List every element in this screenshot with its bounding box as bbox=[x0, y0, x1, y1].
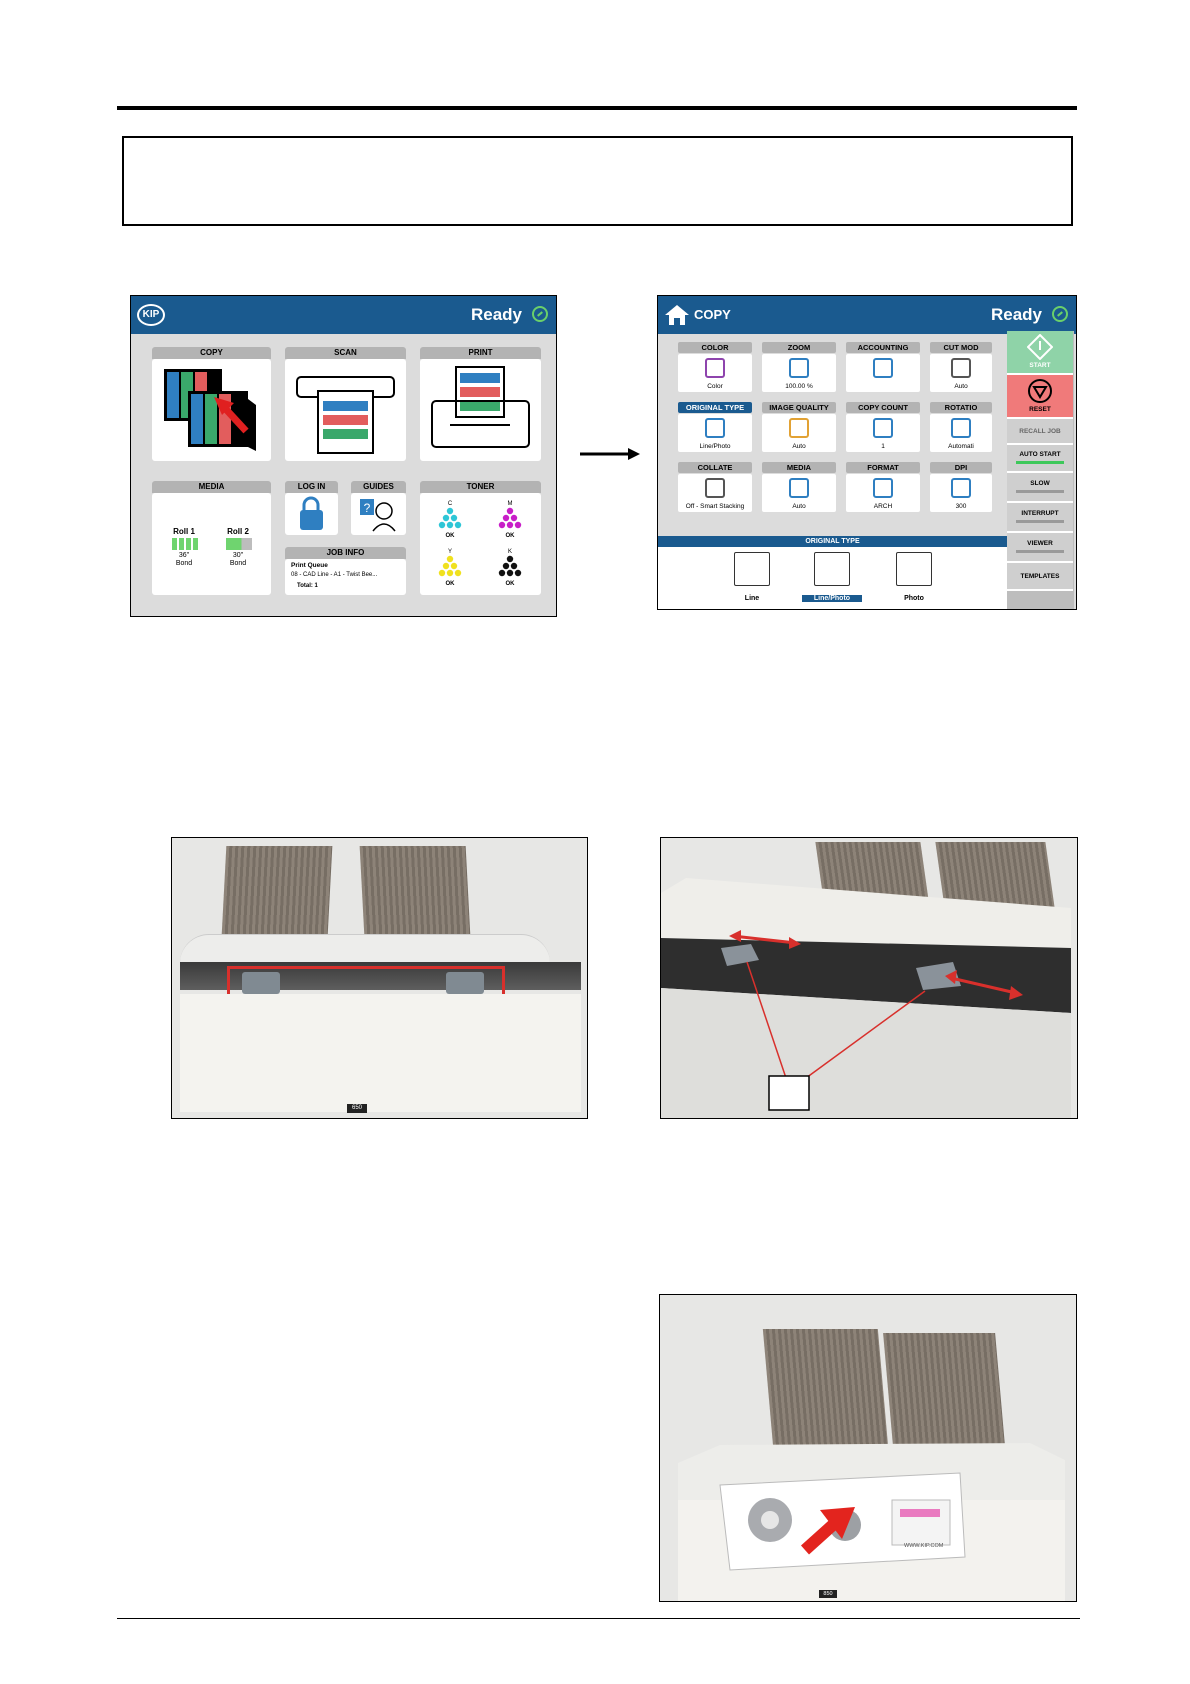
toner-dot bbox=[503, 563, 509, 569]
interrupt-indicator bbox=[1016, 520, 1064, 523]
setting-value: 1 bbox=[881, 443, 885, 450]
toner-status: OK bbox=[445, 533, 455, 539]
header-rule bbox=[117, 106, 1077, 110]
exit-tray-left bbox=[222, 846, 333, 936]
setting-header: FORMAT bbox=[846, 462, 920, 473]
copy-tile-header: COPY bbox=[152, 347, 271, 359]
setting-button[interactable] bbox=[930, 354, 992, 392]
toner-letter: K bbox=[507, 549, 513, 555]
setting-button[interactable] bbox=[762, 414, 836, 452]
setting-header: CUT MOD bbox=[930, 342, 992, 353]
viewer-label: VIEWER bbox=[1027, 540, 1053, 547]
toner-status: OK bbox=[505, 581, 515, 587]
roll-1-name: Roll 1 bbox=[173, 527, 195, 536]
toner-dot bbox=[511, 515, 517, 521]
svg-text:?: ? bbox=[363, 501, 371, 515]
scan-tile[interactable] bbox=[285, 359, 406, 461]
ready-status: Ready bbox=[990, 305, 1042, 324]
job-line: 08 - CAD Line - A1 - Twist Bee... bbox=[291, 572, 378, 578]
ready-icon bbox=[532, 306, 548, 322]
setting-header: MEDIA bbox=[762, 462, 836, 473]
roll-2-type: Bond bbox=[229, 560, 247, 567]
scanner-top-cover bbox=[180, 934, 550, 963]
toner-dot bbox=[507, 556, 513, 562]
setting-value: Line/Photo bbox=[699, 443, 731, 450]
scan-tile-header: SCAN bbox=[285, 347, 406, 359]
slow-indicator bbox=[1016, 490, 1064, 493]
print-tile-header: PRINT bbox=[420, 347, 541, 359]
setting-icon bbox=[873, 478, 893, 498]
guides-icon bbox=[351, 493, 406, 535]
roll-2-gauge bbox=[226, 538, 252, 550]
copy-settings-grid bbox=[658, 296, 998, 536]
setting-icon bbox=[951, 478, 971, 498]
setting-value: Off - Smart Stacking bbox=[685, 503, 745, 510]
setting-header: IMAGE QUALITY bbox=[762, 402, 836, 413]
print-icon bbox=[420, 359, 541, 461]
toner-dot bbox=[439, 570, 445, 576]
original-type-label: Line bbox=[744, 595, 760, 602]
toner-dot bbox=[447, 556, 453, 562]
copy-title: COPY bbox=[694, 307, 731, 322]
toner-dot bbox=[451, 515, 457, 521]
job-total: Total: 1 bbox=[297, 583, 318, 589]
setting-value: ARCH bbox=[873, 503, 893, 510]
footer-rule bbox=[117, 1618, 1080, 1619]
toner-tile[interactable] bbox=[420, 493, 541, 595]
next-arrow-icon bbox=[580, 447, 642, 461]
interrupt-label: INTERRUPT bbox=[1021, 510, 1059, 517]
setting-icon bbox=[873, 418, 893, 438]
setting-icon bbox=[789, 358, 809, 378]
setting-button[interactable] bbox=[678, 474, 752, 512]
toner-dot bbox=[503, 515, 509, 521]
setting-button[interactable] bbox=[930, 474, 992, 512]
setting-icon bbox=[789, 478, 809, 498]
toner-dot bbox=[439, 522, 445, 528]
copy-screen bbox=[657, 295, 1077, 610]
lock-icon bbox=[285, 493, 338, 535]
toner-dot bbox=[499, 570, 505, 576]
reset-button[interactable] bbox=[1007, 375, 1073, 419]
setting-header: DPI bbox=[930, 462, 992, 473]
auto-start-button[interactable] bbox=[1007, 445, 1073, 473]
setting-header: COLOR bbox=[678, 342, 752, 353]
job-info-tile-header: JOB INFO bbox=[285, 547, 406, 559]
login-tile-header: LOG IN bbox=[285, 481, 338, 493]
setting-value: Auto bbox=[792, 503, 806, 510]
toner-letter: C bbox=[447, 501, 453, 507]
ready-status: Ready bbox=[470, 305, 522, 324]
media-tile[interactable] bbox=[152, 493, 271, 595]
home-screen bbox=[130, 295, 557, 617]
toner-letter: M bbox=[507, 501, 513, 507]
original-type-panel-title: ORIGINAL TYPE bbox=[658, 536, 1007, 547]
setting-value: Color bbox=[707, 383, 723, 390]
model-badge: 650 bbox=[347, 1104, 367, 1113]
setting-icon bbox=[705, 418, 725, 438]
slow-label: SLOW bbox=[1030, 480, 1050, 487]
toner-dot bbox=[443, 515, 449, 521]
setting-button[interactable] bbox=[846, 474, 920, 512]
copy-tile[interactable] bbox=[152, 359, 271, 461]
side-panel bbox=[1007, 331, 1074, 610]
toner-letter: Y bbox=[447, 549, 453, 555]
guides-tile[interactable] bbox=[351, 493, 406, 535]
setting-button[interactable] bbox=[846, 414, 920, 452]
start-icon bbox=[1027, 334, 1053, 360]
setting-value: 100.00 % bbox=[785, 383, 813, 390]
auto-start-indicator bbox=[1016, 461, 1064, 464]
roll-2-size: 30" bbox=[232, 552, 244, 559]
scanner-perspective bbox=[661, 838, 1078, 1119]
roll-1-type: Bond bbox=[175, 560, 193, 567]
login-tile[interactable] bbox=[285, 493, 338, 535]
print-queue-label: Print Queue bbox=[291, 562, 328, 569]
toner-dot bbox=[455, 570, 461, 576]
reset-icon bbox=[1027, 378, 1053, 404]
setting-button[interactable] bbox=[762, 474, 836, 512]
home-header bbox=[131, 296, 556, 334]
viewer-indicator bbox=[1016, 550, 1064, 553]
toner-dot bbox=[447, 522, 453, 528]
setting-button[interactable] bbox=[678, 354, 752, 392]
toner-m bbox=[499, 501, 521, 539]
toner-tile-header: TONER bbox=[420, 481, 541, 493]
document-icon bbox=[896, 552, 932, 586]
toner-dot bbox=[499, 522, 505, 528]
print-tile[interactable] bbox=[420, 359, 541, 461]
toner-dot bbox=[451, 563, 457, 569]
roll-1-size: 36" bbox=[178, 552, 190, 559]
scanner-photo-guide-adjust bbox=[660, 837, 1078, 1119]
original-type-label: Photo bbox=[904, 595, 924, 602]
document-icon bbox=[814, 552, 850, 586]
toner-dot bbox=[507, 522, 513, 528]
scanner-feed-scene bbox=[660, 1295, 1077, 1602]
toner-dot bbox=[447, 570, 453, 576]
setting-header: COPY COUNT bbox=[846, 402, 920, 413]
toner-dot bbox=[455, 522, 461, 528]
auto-start-label: AUTO START bbox=[1019, 451, 1061, 458]
toner-dot bbox=[443, 563, 449, 569]
toner-dot bbox=[515, 570, 521, 576]
setting-button[interactable] bbox=[846, 354, 920, 392]
toner-dot bbox=[507, 570, 513, 576]
job-info-tile[interactable] bbox=[285, 559, 406, 595]
scanner-photo-insert-original bbox=[659, 1294, 1077, 1602]
setting-header: ORIGINAL TYPE bbox=[678, 402, 752, 413]
setting-button[interactable] bbox=[762, 354, 836, 392]
scanner-photo-guides bbox=[171, 837, 588, 1119]
setting-icon bbox=[873, 358, 893, 378]
toner-y bbox=[439, 549, 461, 587]
original-type-panel bbox=[658, 536, 1007, 610]
toner-c bbox=[439, 501, 461, 539]
setting-button[interactable] bbox=[930, 414, 992, 452]
setting-value: Auto bbox=[954, 383, 968, 390]
setting-header: ACCOUNTING bbox=[846, 342, 920, 353]
original-type-option[interactable] bbox=[728, 552, 776, 608]
toner-dot bbox=[507, 508, 513, 514]
setting-header: ROTATIO bbox=[930, 402, 992, 413]
templates-button[interactable]: TEMPLATES bbox=[1007, 563, 1073, 591]
toner-k bbox=[499, 549, 521, 587]
scan-icon bbox=[285, 359, 406, 461]
original-type-option[interactable] bbox=[808, 552, 856, 608]
note-box bbox=[122, 136, 1073, 226]
start-label: START bbox=[1029, 362, 1051, 369]
toner-dot bbox=[515, 522, 521, 528]
guides-tile-header: GUIDES bbox=[351, 481, 406, 493]
model-badge: 850 bbox=[819, 1590, 837, 1598]
setting-header: ZOOM bbox=[762, 342, 836, 353]
document-icon bbox=[734, 552, 770, 586]
viewer-button[interactable] bbox=[1007, 533, 1073, 563]
setting-button[interactable] bbox=[678, 414, 752, 452]
toner-status: OK bbox=[445, 581, 455, 587]
kip-logo: KIP bbox=[137, 304, 165, 326]
setting-value: Automati bbox=[948, 443, 974, 450]
setting-header: COLLATE bbox=[678, 462, 752, 473]
setting-icon bbox=[705, 358, 725, 378]
toner-dot bbox=[447, 508, 453, 514]
roll-2-name: Roll 2 bbox=[227, 527, 249, 536]
setting-icon bbox=[705, 478, 725, 498]
exit-tray-right bbox=[360, 846, 471, 936]
setting-value: 300 bbox=[955, 503, 967, 510]
interrupt-button[interactable] bbox=[1007, 503, 1073, 533]
toner-status: OK bbox=[505, 533, 515, 539]
media-tile-header: MEDIA bbox=[152, 481, 271, 493]
roll-1-gauge bbox=[172, 538, 198, 550]
original-type-option[interactable] bbox=[890, 552, 938, 608]
original-type-label: Line/Photo bbox=[802, 595, 862, 602]
setting-icon bbox=[951, 418, 971, 438]
setting-icon bbox=[789, 418, 809, 438]
toner-dot bbox=[511, 563, 517, 569]
website-label: WWW.KIP.COM bbox=[904, 1543, 944, 1549]
reset-label: RESET bbox=[1029, 406, 1051, 413]
scanner-body bbox=[180, 994, 581, 1112]
copy-icon bbox=[152, 359, 271, 461]
setting-icon bbox=[951, 358, 971, 378]
recall-job-button[interactable]: RECALL JOB bbox=[1007, 419, 1073, 445]
toner-levels bbox=[420, 493, 541, 595]
slow-button[interactable] bbox=[1007, 473, 1073, 503]
start-button[interactable] bbox=[1007, 331, 1073, 375]
ready-icon bbox=[1052, 306, 1068, 322]
setting-value: Auto bbox=[792, 443, 806, 450]
